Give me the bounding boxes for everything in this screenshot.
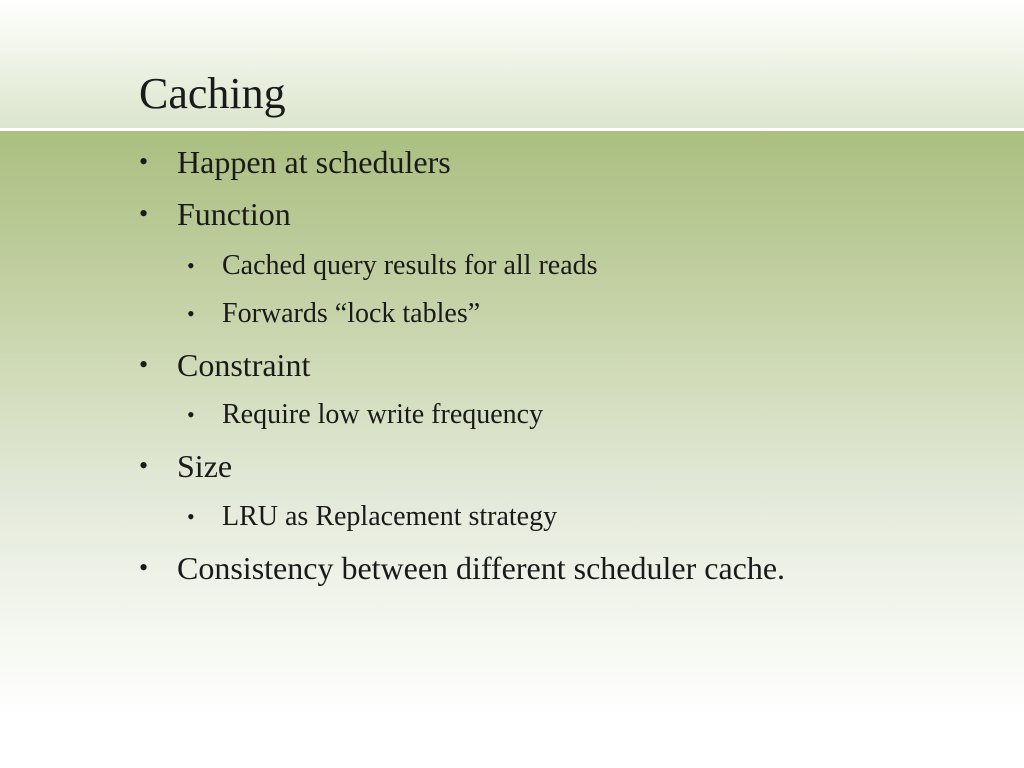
sub-bullet-text: Cached query results for all reads <box>222 250 598 281</box>
bullet-text: Function <box>177 196 291 232</box>
bullet-dot-icon: • <box>139 147 149 176</box>
bullet-dot-icon: • <box>187 504 195 529</box>
bullet-text: Size <box>177 448 233 484</box>
bullet-item <box>139 344 819 386</box>
sub-bullet-item <box>187 499 827 535</box>
bullet-item <box>139 193 819 235</box>
sub-bullet-item <box>187 248 827 284</box>
bullet-text: Constraint <box>177 347 311 383</box>
sub-bullet-text: LRU as Replacement strategy <box>222 501 558 532</box>
slide-title: Caching <box>139 69 286 118</box>
bullet-text: Consistency between different scheduler cache. <box>177 550 786 586</box>
bullet-item <box>139 547 819 589</box>
bullet-dot-icon: • <box>139 350 149 379</box>
bullet-dot-icon: • <box>187 402 195 427</box>
bullet-dot-icon: • <box>139 553 149 582</box>
sub-bullet-item <box>187 296 827 332</box>
sub-bullet-item <box>187 397 827 433</box>
bullet-text: Happen at schedulers <box>177 144 451 180</box>
bullet-item <box>139 141 819 183</box>
bullet-dot-icon: • <box>187 253 195 278</box>
sub-bullet-text: Forwards “lock tables” <box>222 298 481 329</box>
sub-bullet-text: Require low write frequency <box>222 399 544 430</box>
bullet-dot-icon: • <box>139 451 149 480</box>
bullet-dot-icon: • <box>187 301 195 326</box>
bullet-dot-icon: • <box>139 199 149 228</box>
bullet-item <box>139 445 819 487</box>
